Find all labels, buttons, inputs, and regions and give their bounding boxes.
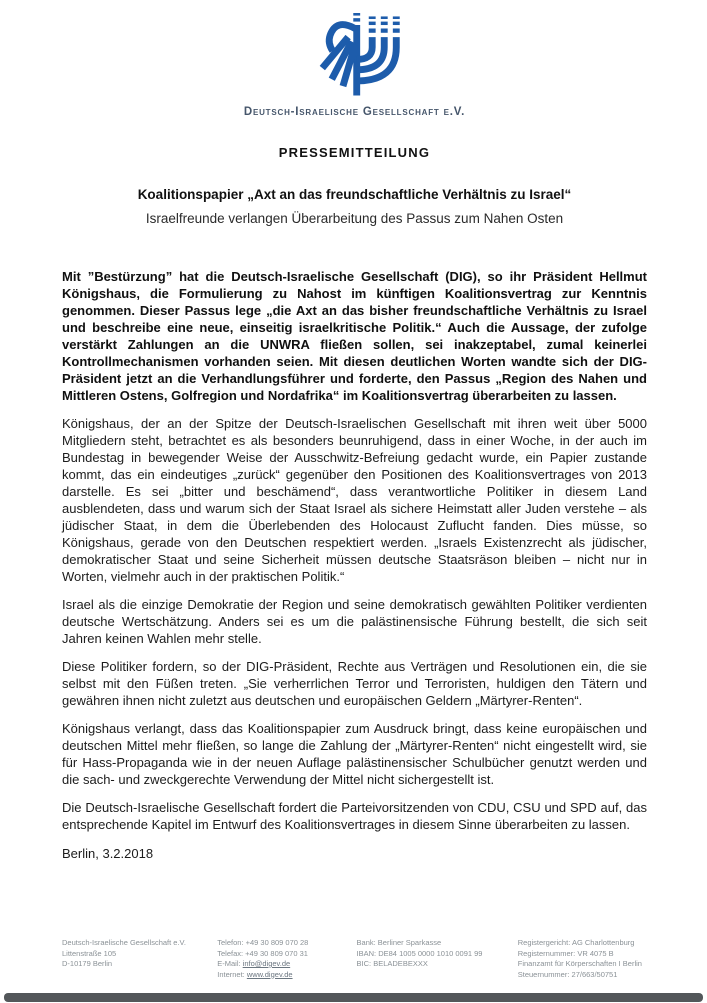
logo-block [62, 0, 647, 118]
body-paragraph: Königshaus, der an der Spitze der Deutsch-Israelischen Gesellschaft mit ihren weit über 5000 Mitgliedern steht, betrachtet es als besonders beunruhigend, dass in einer Woche, in der auch im Bundestag in bewegender Weise der Ausschwitz-Befreiung gedacht wurde, ein Papier zustande kommt, das ein eindeutiges „zurück“ gegenüber den Positionen des Koalitionsvertrages von 2013 darstelle. Es sei „bitter und beschämend“, dass verantwortliche Politiker in diesem Land ausblendeten, dass und warum sich der Staat Israel als sichere Heimstatt aller Juden verstehe – als jüdischer Staat, in dem die Überlebenden des Holocaust Zuflucht fanden. Dies müsse, so Königshaus, gerade von den Deutschen respektiert werden. „Israels Existenzrecht als jüdischer, demokratischer Staat und seine Sicherheit müssen deutsche Staatsräson bleiben – nicht nur in Worten, vielmehr auch in der praktischen Politik.“ [62, 416, 647, 584]
footer-line: D-10179 Berlin [62, 959, 113, 968]
image-bottom-shadow [4, 993, 703, 1002]
menorah-dove-icon [303, 13, 407, 99]
body-paragraph: Diese Politiker fordern, so der DIG-Präsident, Rechte aus Verträgen und Resolutionen ein, die sie selbst mit den Füßen treten. „Sie verherrlichen Terror und Terroristen, huldigen den Tätern und gewähren ihnen nicht zuletzt aus deutschen und europäischen Geldern „Märtyrer-Renten“. [62, 659, 647, 708]
footer-column [217, 938, 356, 980]
footer-line [217, 970, 356, 981]
headline: Koalitionspapier „Axt an das freundschaftliche Verhältnis zu Israel“ [137, 187, 572, 202]
footer-line: BIC: BELADEBEXXX [356, 959, 428, 968]
footer-line: Telefax: +49 30 809 070 31 [217, 948, 308, 958]
footer-column [357, 938, 518, 980]
footer-column [518, 938, 667, 980]
body-paragraphs [62, 268, 647, 833]
footer-line-label: Internet: [217, 969, 247, 979]
footer-columns [62, 938, 667, 980]
footer-line: Deutsch-Israelische Gesellschaft e.V. [62, 938, 186, 947]
footer-line-label: E-Mail: [217, 959, 243, 968]
footer-link[interactable]: www.digev.de [246, 969, 293, 979]
body-paragraph: Mit ”Bestürzung” hat die Deutsch-Israelische Gesellschaft (DIG), so ihr Präsident Hellmut Königshaus, die Formulierung zu Nahost im künftigen Koalitionsvertrag zur Kenntnis genommen. Dieser Passus lege „die Axt an das bisher freundschaftliche Verhältnis zu Israel und beschreibe eine neue, einseitig israelkritische Politik.“ Auch die Aussage, der zufolge verstärkt Zahlungen an die UNWRA fließen sollen, sei inakzeptabel, zumal keinerlei Kontrollmechanismen vorhanden seien. Mit diesen deutlichen Worten wandte sich der DIG-Präsident jetzt an die Verhandlungsführer und forderte, den Passus „Region des Nahen und Mittleren Ostens, Golfregion und Nordafrika“ im Koalitionsvertrag überarbeiten zu lassen. [62, 269, 647, 403]
subheadline: Israelfreunde verlangen Überarbeitung des Passus zum Nahen Osten [145, 211, 564, 226]
footer-column [62, 938, 217, 980]
footer-line: IBAN: DE84 1005 0000 1010 0091 99 [356, 948, 483, 958]
footer-line: Bank: Berliner Sparkasse [356, 938, 442, 947]
footer-link[interactable]: info@digev.de [242, 959, 291, 968]
footer-line [217, 959, 356, 970]
footer-line: Registergericht: AG Charlottenburg [517, 938, 635, 947]
body-paragraph: Königshaus verlangt, dass das Koalitionspapier zum Ausdruck bringt, dass keine europäischen und deutschen Mittel mehr fließen, so lange die Zahlung der „Märtyrer-Renten“ nicht eingestellt wird, sie für Hass-Propaganda wie in der neuen Auflage palästinensischer Schulbücher genutzt werden und die sach- und zweckgerechte Verwendung der Mittel nicht sichergestellt ist. [62, 721, 647, 787]
dateline: Berlin, 3.2.2018 [62, 846, 154, 861]
footer-line: Steuernummer: 27/663/50751 [517, 969, 618, 979]
logo-caption: Deutsch-Israelische Gesellschaft e.V. [243, 106, 466, 118]
body-paragraph: Die Deutsch-Israelische Gesellschaft fordert die Parteivorsitzenden von CDU, CSU und SPD auf, das entsprechende Kapitel im Entwurf des Koalitionsvertrages in diesem Sinne überarbeiten zu lassen. [62, 800, 647, 832]
document-content [62, 0, 647, 861]
body-paragraph: Israel als die einzige Demokratie der Region und seine demokratisch gewählten Politiker verdienten deutsche Wertschätzung. Anders sei es um die palästinensische Führung bestellt, die sich seit Jahren keinen Wahlen mehr stelle. [62, 597, 647, 646]
footer-line: Littenstraße 105 [62, 948, 117, 958]
footer-line: Registernummer: VR 4075 B [517, 948, 614, 958]
document-title: PRESSEMITTEILUNG [278, 145, 431, 160]
footer-line: Finanzamt für Körperschaften I Berlin [517, 959, 642, 968]
footer-line: Telefon: +49 30 809 070 28 [217, 938, 309, 947]
